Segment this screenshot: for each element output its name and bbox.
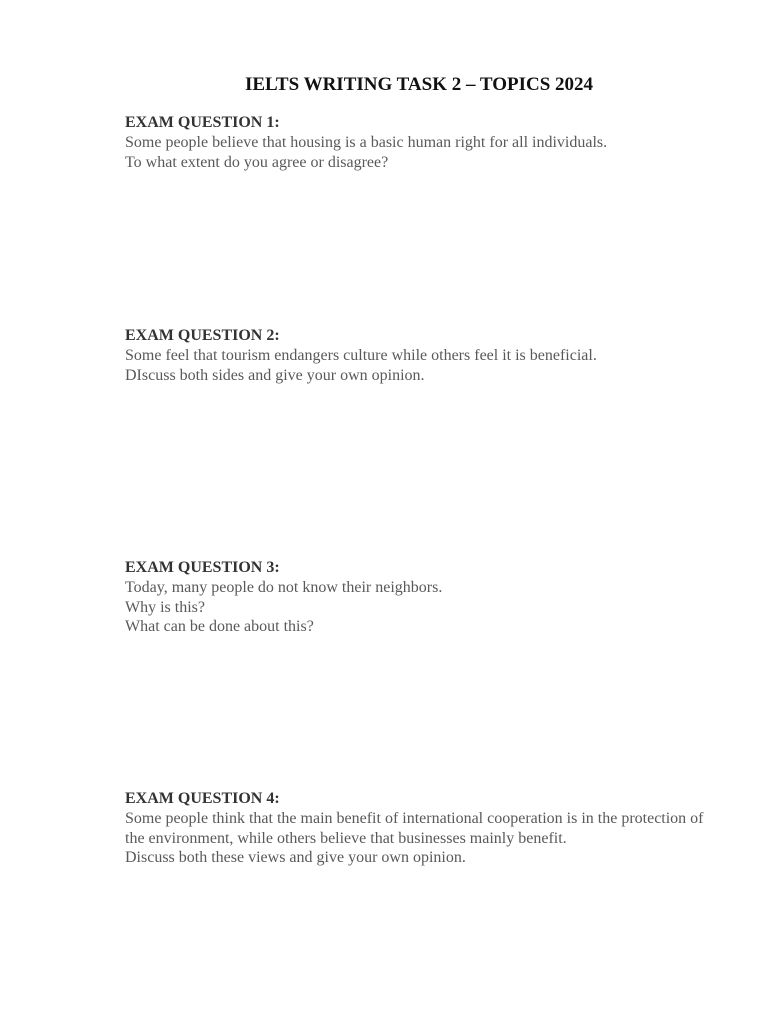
question-heading: EXAM QUESTION 4:	[125, 790, 280, 807]
question-text-line: Why is this?	[125, 598, 205, 616]
question-text-line: To what extent do you agree or disagree?	[125, 153, 389, 171]
question-text-line: Some people believe that housing is a basic human right for all individuals.	[125, 134, 608, 151]
exam-question-1	[125, 113, 725, 172]
exam-question-3	[125, 558, 725, 637]
question-heading: EXAM QUESTION 3:	[125, 559, 280, 576]
question-heading: EXAM QUESTION 2:	[125, 327, 280, 344]
exam-question-2	[125, 326, 725, 385]
question-text-line: What can be done about this?	[125, 618, 314, 635]
question-text-line: Discuss both these views and give your own opinion.	[125, 849, 466, 866]
question-heading: EXAM QUESTION 1:	[125, 114, 280, 131]
document-title: IELTS WRITING TASK 2 – TOPICS 2024	[244, 74, 594, 95]
question-text-line: the environment, while others believe that businesses mainly benefit.	[125, 829, 567, 847]
question-text-line: Some people think that the main benefit of international cooperation is in the protection of	[125, 810, 704, 827]
question-text-line: Today, many people do not know their neighbors.	[125, 579, 443, 596]
question-text-line: DIscuss both sides and give your own opinion.	[125, 366, 425, 384]
exam-question-4	[125, 789, 725, 868]
question-text-line: Some feel that tourism endangers culture while others feel it is beneficial.	[125, 347, 597, 364]
